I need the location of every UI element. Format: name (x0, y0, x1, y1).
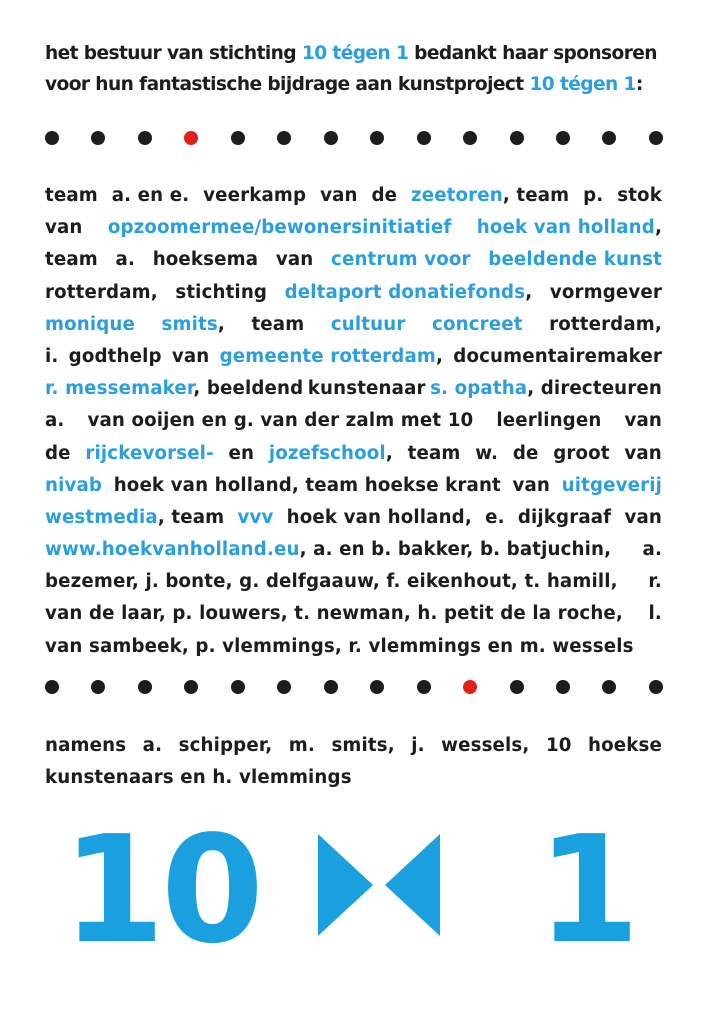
sponsor-text: hoek van holland, team hoekse krant (113, 474, 501, 496)
sponsor-segment (112, 180, 190, 212)
sponsor-text: a. (45, 410, 65, 432)
dot (602, 131, 616, 145)
sponsor-name: opzoomermee/bewonersinitiatief (107, 217, 452, 239)
sponsor-line (45, 405, 662, 437)
sponsor-text: a. en e. (111, 185, 190, 206)
sponsor-segment (477, 212, 662, 244)
sponsor-text: de (45, 442, 71, 464)
sponsor-text: team (251, 313, 305, 335)
sponsor-name: nivab (45, 474, 103, 496)
sponsor-segment (45, 341, 58, 373)
sponsor-name: beeldende kunst (488, 249, 662, 271)
sponsor-text: , (217, 313, 225, 335)
sponsor-segment (153, 244, 258, 276)
sponsor-line (45, 212, 662, 244)
sponsor-line (45, 534, 662, 566)
sponsor-text: , (654, 217, 662, 239)
sponsor-segment (116, 244, 135, 276)
dot (602, 680, 616, 694)
closing-word: namens (45, 735, 127, 756)
sponsor-segment (114, 470, 501, 502)
sponsor-line (45, 566, 662, 598)
sponsor-text: hoek van holland, (286, 506, 472, 528)
sponsor-segment (237, 502, 273, 534)
sponsor-segment (251, 309, 304, 341)
sponsor-text: p. (583, 185, 604, 206)
sponsor-segment (649, 598, 662, 630)
sponsor-name: cultuur (330, 313, 406, 335)
sponsor-text: van (624, 442, 662, 464)
sponsor-segment (85, 438, 213, 470)
sponsor-text: de (512, 442, 539, 464)
sponsor-segment (287, 502, 472, 534)
sponsor-line (45, 180, 662, 212)
sponsor-segment (430, 373, 662, 405)
closing-word: smits, (331, 735, 395, 756)
sponsor-segment (45, 566, 618, 598)
sponsor-segment (162, 309, 225, 341)
sponsor-line (45, 598, 662, 630)
intro-line-1: het bestuur van stichting 10 tégen 1 bedankt haar sponsoren (45, 43, 657, 64)
sponsor-segment (411, 180, 569, 212)
sponsor-name: hoek van holland (476, 217, 655, 239)
dot (45, 131, 59, 145)
sponsor-name: gemeente rotterdam (219, 345, 436, 367)
logo-number-one: 1 (537, 820, 640, 976)
sponsor-segment (45, 244, 98, 276)
sponsor-segment (549, 309, 662, 341)
sponsor-segment (648, 566, 662, 598)
sponsor-line (45, 502, 662, 534)
sponsor-segment (475, 438, 498, 470)
sponsor-segment (320, 180, 358, 212)
sponsor-segment (203, 180, 306, 212)
sponsor-line (45, 438, 662, 470)
sponsor-name: r. messemaker (45, 378, 194, 400)
sponsor-name: jozefschool (268, 442, 386, 464)
closing-word: m. (288, 735, 315, 756)
red-dot (463, 680, 477, 694)
logo-number-ten: 10 (62, 820, 260, 976)
dot (45, 680, 59, 694)
sponsor-name: smits (161, 313, 218, 335)
sponsor-segment (285, 277, 533, 309)
sponsor-text: stok (617, 185, 662, 206)
sponsor-text: rotterdam, (45, 281, 158, 303)
dot (463, 131, 477, 145)
closing-word: j. (411, 735, 425, 756)
sponsor-name: deltaport donatiefonds (284, 281, 526, 303)
sponsor-text: , team (157, 506, 225, 528)
dot (649, 131, 663, 145)
dot (324, 131, 338, 145)
sponsor-segment (496, 405, 601, 437)
sponsor-name: www.hoekvanholland.eu (45, 539, 300, 561)
sponsor-text: van (171, 345, 210, 367)
sponsor-text: rotterdam, (549, 313, 662, 335)
sponsor-text: hoeksema (152, 249, 259, 271)
closing-word: hoekse (588, 735, 662, 756)
sponsor-text: r. (648, 571, 662, 593)
closing-line-2: kunstenaars en h. vlemmings (45, 767, 352, 788)
sponsor-text: team (45, 249, 98, 271)
project-name: 10 tégen 1 (529, 74, 636, 95)
dot (277, 131, 291, 145)
dot-divider-bottom (45, 679, 663, 695)
dot (510, 131, 524, 145)
sponsor-segment (408, 438, 461, 470)
sponsor-text: vormgever (549, 281, 662, 303)
sponsor-line (45, 470, 662, 502)
sponsor-text: a. (115, 249, 136, 271)
red-dot (184, 131, 198, 145)
sponsor-text: bezemer, j. bonte, g. delfgaauw, f. eikenhout, t. hamill, (45, 571, 618, 593)
sponsor-segment (45, 502, 224, 534)
sponsor-text: documentairemaker (453, 345, 662, 367)
sponsor-text: van (624, 506, 662, 528)
sponsor-name: westmedia (45, 506, 158, 528)
dot (91, 131, 105, 145)
sponsor-segment (69, 341, 162, 373)
sponsor-segment (45, 277, 158, 309)
sponsor-segment (371, 180, 397, 212)
sponsor-segment (550, 277, 662, 309)
intro-text (45, 38, 665, 100)
sponsor-segment (229, 438, 255, 470)
sponsor-text: , team (502, 185, 570, 206)
sponsor-text: leerlingen (496, 410, 602, 432)
sponsor-text: van (275, 249, 314, 271)
sponsor-segment (45, 405, 64, 437)
sponsor-text: van (45, 217, 83, 239)
sponsor-text: e. (485, 506, 505, 528)
sponsor-text: van ooijen en g. van der zalm met 10 (87, 410, 474, 432)
sponsor-segment (175, 277, 267, 309)
dot (649, 680, 663, 694)
dot (231, 680, 245, 694)
dot (277, 680, 291, 694)
sponsor-text: van (320, 185, 358, 206)
sponsor-text: , a. en b. bakker, b. batjuchin, (299, 539, 612, 561)
sponsor-segment (45, 309, 135, 341)
closing-word: schipper, (178, 735, 273, 756)
dot (417, 131, 431, 145)
sponsor-segment (276, 244, 314, 276)
sponsor-segment (453, 341, 662, 373)
sponsor-segment (643, 534, 662, 566)
sponsor-text: dijkgraaf (517, 506, 612, 528)
sponsor-segment (553, 438, 609, 470)
sponsor-segment (45, 180, 98, 212)
sponsor-segment (432, 309, 523, 341)
sponsor-text: stichting (175, 281, 268, 303)
sponsor-line (45, 244, 662, 276)
dot (556, 680, 570, 694)
dot (510, 680, 524, 694)
sponsor-text: a. (642, 539, 662, 561)
sponsor-line (45, 309, 662, 341)
dot (231, 131, 245, 145)
sponsor-segment (513, 470, 551, 502)
sponsor-text: en (228, 442, 255, 464)
sponsor-segment (485, 502, 505, 534)
sponsor-segment (220, 341, 443, 373)
dot (184, 680, 198, 694)
sponsor-segment (583, 180, 603, 212)
closing-word: wessels, (441, 735, 530, 756)
dot (417, 680, 431, 694)
sponsor-text: veerkamp (203, 185, 307, 206)
sponsor-name: uitgeverij (561, 474, 662, 496)
sponsor-text: i. (45, 345, 59, 367)
sponsor-name: zeetoren (410, 185, 503, 206)
sponsor-segment (45, 598, 623, 630)
closing-line-1 (45, 730, 662, 762)
sponsor-segment (331, 244, 471, 276)
dot (370, 680, 384, 694)
sponsor-line (45, 341, 662, 373)
sponsor-name: vvv (237, 506, 274, 528)
sponsor-text: l. (648, 603, 662, 625)
sponsor-segment (45, 534, 611, 566)
sponsor-text: , (436, 345, 444, 367)
sponsor-name: s. opatha (430, 378, 528, 400)
sponsor-name: concreet (432, 313, 523, 335)
sponsor-text: godthelp (68, 345, 162, 367)
sponsor-segment (108, 212, 452, 244)
dot (556, 131, 570, 145)
sponsor-text: de (371, 185, 398, 206)
sponsor-list (45, 180, 662, 663)
closing-text (45, 730, 662, 794)
sponsor-segment (617, 180, 662, 212)
project-name: 10 tégen 1 (301, 43, 409, 64)
sponsor-name: centrum voor (331, 249, 471, 271)
sponsor-line (45, 631, 662, 663)
closing-word: 10 (545, 735, 572, 756)
project-logo (0, 820, 706, 1020)
sponsor-text: team (407, 442, 461, 464)
sponsor-segment (45, 373, 303, 405)
sponsor-name: rijckevorsel- (85, 442, 214, 464)
sponsor-text: van de laar, p. louwers, t. newman, h. petit de la roche, (45, 603, 623, 625)
dot (91, 680, 105, 694)
sponsor-segment (172, 341, 210, 373)
sponsor-text: , (385, 442, 393, 464)
sponsor-segment (308, 373, 426, 405)
dot-divider-top (45, 130, 663, 146)
sponsor-line (45, 373, 662, 405)
sponsor-line (45, 277, 662, 309)
sponsor-segment (45, 438, 71, 470)
dot (138, 131, 152, 145)
sponsor-text: , (525, 281, 533, 303)
closing-word: a. (142, 735, 163, 756)
sponsor-segment (88, 405, 474, 437)
sponsor-segment (562, 470, 662, 502)
sponsor-segment (624, 405, 662, 437)
sponsor-segment (269, 438, 393, 470)
sponsor-text: , beeldend (193, 378, 304, 400)
bowtie-arrows-icon (318, 834, 440, 936)
sponsor-text: van sambeek, p. vlemmings, r. vlemmings en m. wessels (45, 635, 634, 657)
sponsor-segment (624, 438, 662, 470)
sponsor-segment (488, 244, 662, 276)
sponsor-name: monique (45, 313, 135, 335)
sponsor-segment (331, 309, 406, 341)
sponsor-text: kunstenaar (307, 378, 426, 400)
sponsor-segment (624, 502, 662, 534)
intro-line-2: voor hun fantastische bijdrage aan kunstproject 10 tégen 1: (45, 74, 643, 95)
sponsor-text: van (624, 410, 662, 432)
sponsor-segment (45, 470, 102, 502)
sponsor-text: van (512, 474, 551, 496)
sponsor-segment (45, 631, 634, 663)
dot (138, 680, 152, 694)
sponsor-text: , directeuren (527, 378, 662, 400)
sponsor-text: w. (475, 442, 499, 464)
sponsor-text: team (45, 185, 98, 206)
dot (324, 680, 338, 694)
dot (370, 131, 384, 145)
sponsor-text: groot (553, 442, 610, 464)
sponsor-segment (513, 438, 539, 470)
sponsor-segment (45, 212, 83, 244)
sponsor-segment (518, 502, 611, 534)
